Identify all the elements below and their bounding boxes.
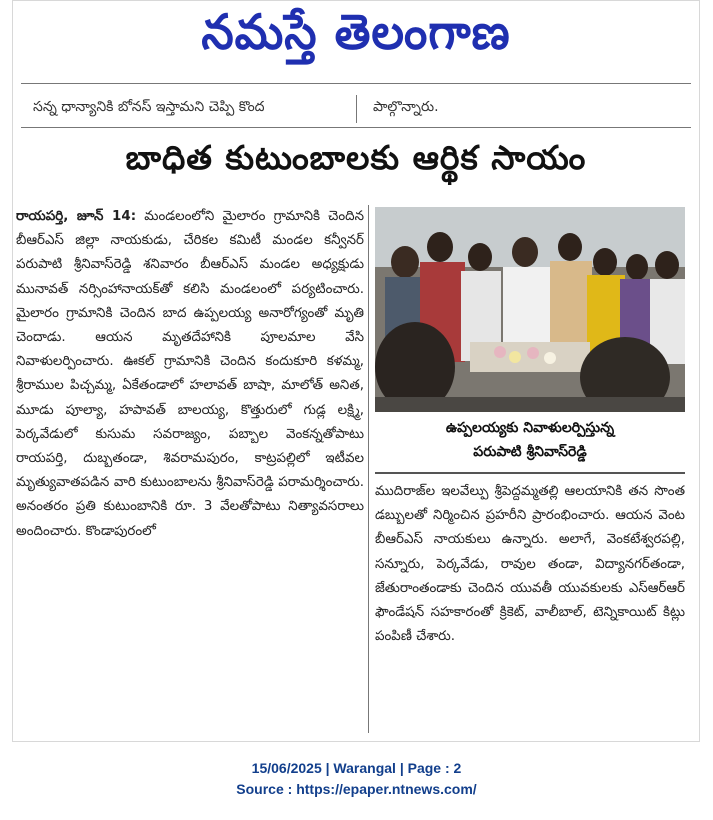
article-body-left-text: మండలంలోని మైలారం గ్రామానికి చెందిన బీఆర్ఎస్ జిల్లా నాయకుడు, చేరికల కమిటీ మండల కన్వీనర్ పరుపాటి శ్రీనివాస్‌రెడ్డి శనివారం బీఆర్ఎస్ మండల అధ్యక్షుడు మునావత్ నర్సింహానాయక్‌తో కలిసి మండలంలో పర్యటించారు. మైలారం గ్రామానికి చెందిన బాద ఉప్పలయ్య అనారోగ్యంతో మృతి చెందాడు. ఆయన మృతదేహానికి పూలమాల వేసి నివాళులర్పించారు. ఊకల్ గ్రామానికి చెందిన కందుకూరి కళమ్మ, శ్రీరాముల పిచ్చమ్మ, ఏకేతండాలో హలావత్ బాషా, మాలోత్ అనిత, మూడు పూల్యా, హపావత్ బాలయ్య, కొత్తురులో గుడ్ల లక్ష్మి, పెర్కవేడులో కుసుమ సవరాజ్యం, పబ్బాల వెంకన్నతోపాటు రాయపర్తి, దుబ్బతండా, శివరామపురం, కాట్రపల్లిలో ఇటీవల మృత్యువాతపడిన వారి కుటుంబాలను శ్రీనివాస్‌రెడ్డి పరామర్శించారు. అనంతరం ప్రతి కుటుంబానికి రూ. 3 వేలతోపాటు నిత్యావసరాలు అందించారు. కొండాపురంలో [16,209,364,539]
masthead-logo: నమస్తే తెలంగాణ [201,3,511,61]
photo-caption-line-1: ఉప్పలయ్యకు నివాళులర్పిస్తున్న [445,420,615,436]
footer-edition-info: 15/06/2025 | Warangal | Page : 2 [251,760,462,776]
column-divider-top [356,95,357,123]
column-divider-main [368,205,369,733]
article-body-left-column [16,205,364,544]
article-headline: బాధిత కుటుంబాలకు ఆర్థిక సాయం [125,138,587,177]
footer-source-link[interactable]: Source : https://epaper.ntnews.com/ [236,781,477,797]
crowd-photo-illustration [375,207,685,412]
article-body-right-column [375,480,685,649]
article-photo [375,207,685,412]
article-body-right-text: ముదిరాజ్‌ల ఇలవేల్పు శ్రీపెద్దమ్మతల్లి ఆలయానికి తన సొంత డబ్బులతో నిర్మించిన ప్రహరీని ప్రారంభించారు. ఆయన వెంట బీఆర్ఎస్ నాయకులు ఉన్నారు. అలాగే, వెంకటేశ్వరపల్లి, సన్నూరు, పెర్కవేడు, రావుల తండా, విద్యానగర్‌తండా, జేతురాంతండాకు చెందిన యువతీ యువకులకు ఎస్ఆర్ఆర్ ఫౌండేషన్ సహకారంతో క్రికెట్, వాలీబాల్, టెన్నికాయిట్ కిట్లు పంపిణీ చేశారు. [375,484,685,645]
previous-article-tail-right: పాల్గొన్నారు. [373,99,439,115]
article-dateline: రాయపర్తి, జూన్ 14: [16,209,137,224]
photo-caption [375,416,685,464]
previous-article-tail-left: సన్న ధాన్యానికి బోనస్ ఇస్తామని చెప్పి కొంద [33,99,265,115]
photo-caption-line-2: పరుపాటి శ్రీనివాస్‌రెడ్డి [473,444,587,460]
caption-underline [375,472,685,474]
headline-top-rule [21,127,691,128]
masthead-rule [21,83,691,84]
